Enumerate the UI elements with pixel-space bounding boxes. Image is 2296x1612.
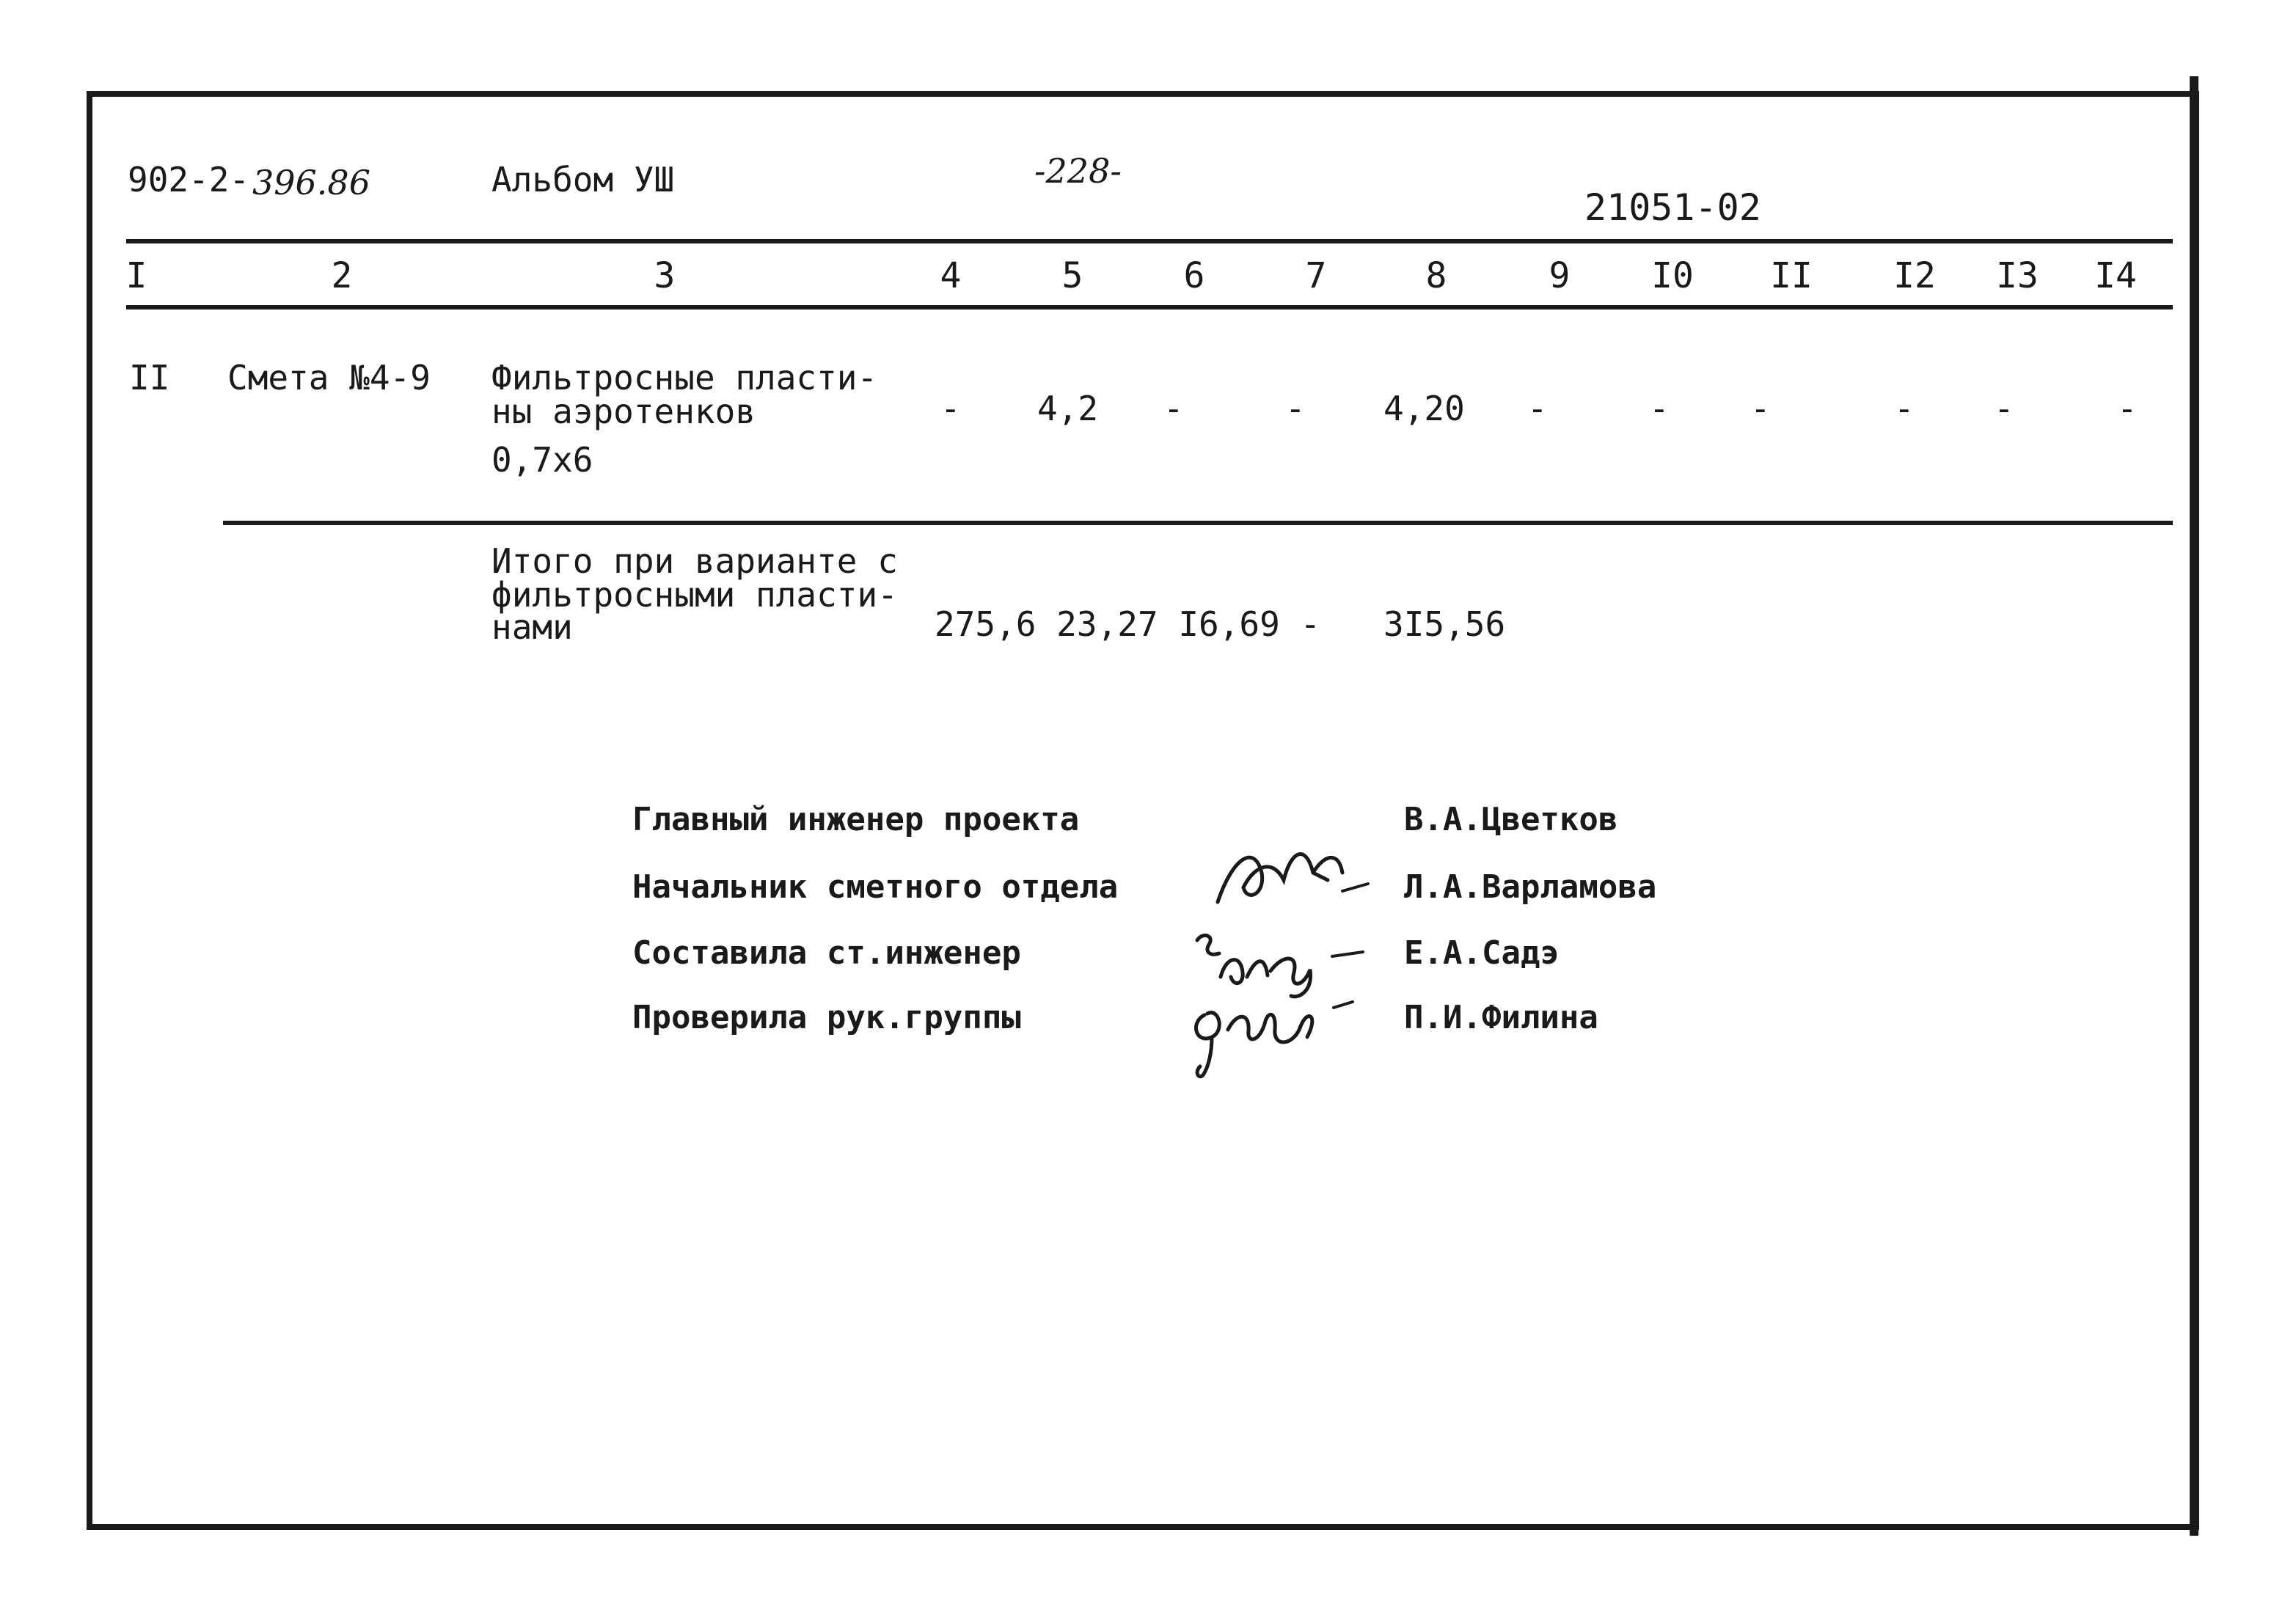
signature-role: Главный инженер проекта [632,801,1080,838]
frame-right-edge [2190,76,2198,1536]
signature-role: Составила ст.инженер [632,934,1021,972]
total-values: 275,6 23,27 I6,69 - [935,604,1321,644]
row-description-2: ны аэротенков [491,392,756,431]
cell-col7: - [1285,389,1306,428]
total-rule [223,521,2173,525]
cell-col6: - [1163,389,1184,428]
cell-col11: - [1750,389,1771,428]
signatory-name: П.И.Филина [1404,999,1598,1036]
column-number: 3 [654,255,676,296]
estimate-ref: Смета №4-9 [227,358,431,397]
column-number: 5 [1061,255,1083,296]
column-number: 9 [1549,255,1571,296]
column-number: 8 [1425,255,1447,296]
total-col8: 3I5,56 [1383,604,1506,644]
cell-col4: - [940,389,961,428]
page-number: -228- [1034,151,1122,191]
doc-code-prefix: 902-2- [128,160,250,199]
total-label-1: Итого при варианте с [491,541,898,581]
total-label-2: фильтросными пласти- [491,575,898,615]
handwritten-signature [1182,986,1373,1081]
signatory-name: В.А.Цветков [1404,801,1618,838]
column-number: I0 [1651,255,1694,296]
column-number: II [1770,255,1813,296]
album-label: Альбом УШ [491,160,675,199]
header-rule-bottom [126,305,2173,309]
row-description-1: Фильтросные пласти- [491,358,878,397]
cell-col10: - [1649,389,1670,428]
total-label-3: нами [491,607,573,647]
signature-role: Начальник сметного отдела [632,868,1119,906]
column-number: I2 [1893,255,1936,296]
cell-col14: - [2117,389,2138,428]
signatory-name: Л.А.Варламова [1404,868,1657,906]
column-number: 4 [940,255,962,296]
cell-col9: - [1527,389,1548,428]
row-description-3: 0,7х6 [491,440,593,480]
handwritten-signature [1203,829,1372,917]
column-number: I4 [2094,255,2137,296]
stamp-number: 21051-02 [1584,186,1761,229]
doc-code-handwritten: 396.86 [252,163,370,202]
row-number: II [129,358,170,397]
column-number: 2 [331,255,353,296]
cell-col13: - [1994,389,2014,428]
column-number: I [125,255,147,296]
column-number: 6 [1183,255,1205,296]
cell-col12: - [1894,389,1915,428]
column-number: 7 [1305,255,1327,296]
signature-role: Проверила рук.группы [632,999,1021,1036]
cell-col5: 4,2 [1037,389,1099,428]
cell-col8: 4,20 [1383,389,1465,428]
header-rule-top [126,239,2173,243]
column-number: I3 [1996,255,2039,296]
signatory-name: Е.А.Садэ [1404,934,1560,972]
